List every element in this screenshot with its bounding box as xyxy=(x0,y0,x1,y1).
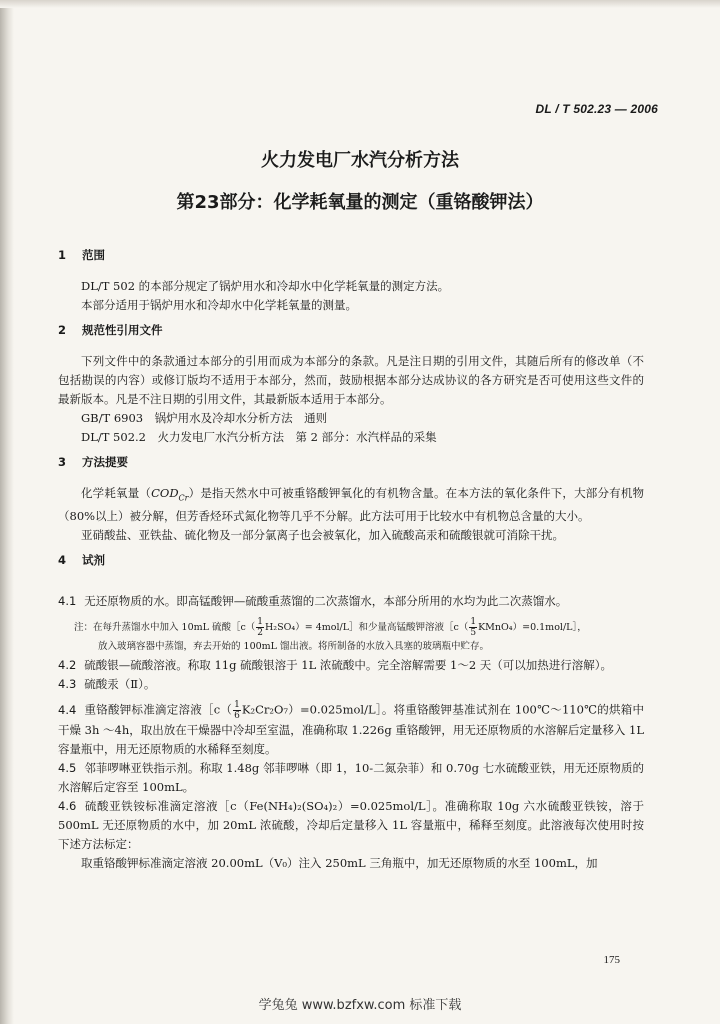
document-body xyxy=(58,246,644,873)
scope-paragraph-1: DL/T 502 的本部分规定了锅炉用水和冷却水中化学耗氧量的测定方法。 xyxy=(81,279,450,293)
scope-paragraph-2: 本部分适用于锅炉用水和冷却水中化学耗氧量的测量。 xyxy=(81,298,357,312)
fraction-one-sixth: $\frac{1}{6}$ xyxy=(234,700,240,722)
reagent-item-4-5: 4.5 邻菲啰啉亚铁指示剂。称取 1.48g 邻菲啰啉（即 1，10-二氮杂菲）和 0.70g 七水硫酸亚铁，用无还原物质的水溶解后定容至 100mL。 xyxy=(58,761,644,795)
standard-code-header: DL / T 502.23 — 2006 xyxy=(535,102,658,116)
reference-dlt5022: DL/T 502.2 火力发电厂水汽分析方法 第 2 部分：水汽样品的采集 xyxy=(81,430,437,444)
section-heading-method-summary: 3 方法提要 xyxy=(58,455,128,469)
reagent-item-4-4: 4.4 重铬酸钾标准滴定溶液［c（ $\frac{1}{6}$ K₂Cr₂O₇）=0.025mol/L］。将重铬酸钾基准试剂在 100℃～110℃的烘箱中干燥 3h ～4h，取出放在干燥器中冷却至室温，准确称取 1.226g 重铬酸钾，用无还原物质的水溶解后定量移入 1L 容量瓶中，用无还原物质的水稀释至刻度。 xyxy=(58,700,644,757)
method-summary-paragraph-2: 亚硝酸盐、亚铁盐、硫化物及一部分氯离子也会被氧化，加入硫酸高汞和硫酸银就可消除干扰。 xyxy=(81,528,564,543)
references-paragraph: 下列文件中的条款通过本部分的引用而成为本部分的条款。凡是注日期的引用文件，其随后所有的修改单（不包括勘误的内容）或修订版均不适用于本部分，然而，鼓励根据本部分达成协议的各方研究是否可使用这些文件的最新版本。凡是不注日期的引用文件，其最新版本适用于本部分。 xyxy=(58,354,644,406)
scan-shadow-top xyxy=(0,0,720,8)
reagent-note-line-2: 放入玻璃容器中蒸馏，弃去开始的 100mL 馏出液。将所制备的水放入具塞的玻璃瓶中贮存。 xyxy=(98,641,489,653)
section-heading-scope: 1 范围 xyxy=(58,248,105,262)
document-title: 火力发电厂水汽分析方法 xyxy=(261,150,459,171)
reagent-item-4-6-continuation: 取重铬酸钾标准滴定溶液 20.00mL（V₀）注入 250mL 三角瓶中，加无还原物质的水至 100mL，加 xyxy=(81,856,598,871)
page-number: 175 xyxy=(603,954,620,966)
section-heading-reagents: 4 试剂 xyxy=(58,553,105,568)
reagent-item-4-3: 4.3 硫酸汞（Ⅱ）。 xyxy=(58,677,156,692)
watermark-footer: 学兔兔 www.bzfxw.com 标准下载 xyxy=(258,998,462,1013)
fraction-one-half: $\frac{1}{2}$ xyxy=(257,617,264,639)
reagent-item-4-6: 4.6 硫酸亚铁铵标准滴定溶液［c（Fe(NH₄)₂(SO₄)₂）=0.025mol/L］。准确称取 10g 六水硫酸亚铁铵，溶于 500mL 无还原物质的水中，加 20mL 浓硫酸，冷却后定量移入 1L 容量瓶中，稀释至刻度。此溶液每次使用时按下述方法标定： xyxy=(58,799,644,852)
document-subtitle: 第23部分：化学耗氧量的测定（重铬酸钾法） xyxy=(176,192,544,213)
reagent-note-line-1: 注：在每升蒸馏水中加入 10mL 硫酸［c（ $\frac{1}{2}$ H₂SO₄）= 4mol/L］和少量高锰酸钾溶液［c（ $\frac{1}{5}$ KMnO₄）=0.1mol/L］， xyxy=(74,617,587,639)
reagent-item-4-2: 4.2 硫酸银—硫酸溶液。称取 11g 硫酸银溶于 1L 浓硫酸中。完全溶解需要 1～2 天（可以加热进行溶解）。 xyxy=(58,658,613,673)
fraction-one-fifth: $\frac{1}{5}$ xyxy=(470,617,477,639)
method-summary-paragraph-1: 化学耗氧量$(COD_{Cr})$是指天然水中可被重铬酸钾氧化的有机物含量。在本方法的氧化条件下，大部分有机物（80%以上）被分解，但芳香烃环式氮化物等几乎不分解。此方法可用于比较水中有机物总含量的大小。 xyxy=(58,486,645,524)
reagent-item-4-1: 4.1 无还原物质的水。即高锰酸钾—硫酸重蒸馏的二次蒸馏水，本部分所用的水均为此二次蒸馏水。 xyxy=(58,594,568,609)
reference-gbt6903: GB/T 6903 锅炉用水及冷却水分析方法 通则 xyxy=(81,411,328,425)
section-heading-references: 2 规范性引用文件 xyxy=(58,323,163,337)
